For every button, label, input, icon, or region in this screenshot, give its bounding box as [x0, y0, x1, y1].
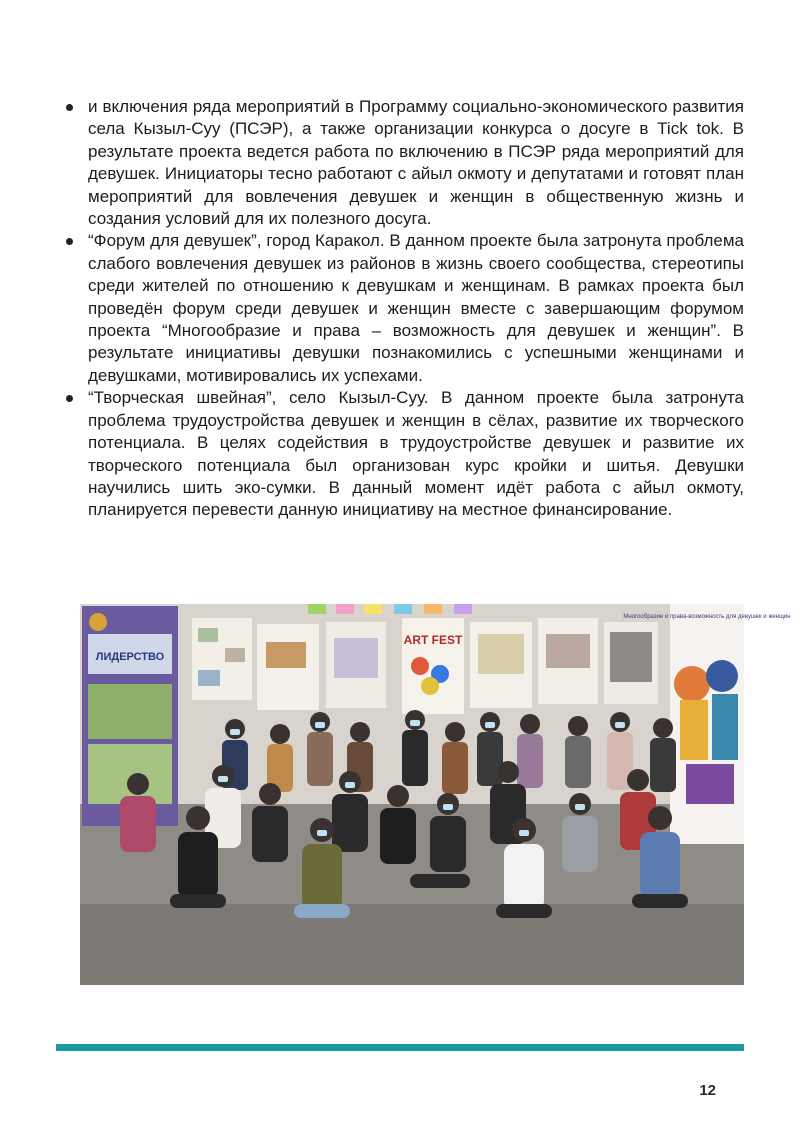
left-banner-heading: ЛИДЕРСТВО [95, 651, 165, 663]
bullet-icon [66, 104, 73, 111]
paragraph-text: “Творческая швейная”, село Кызыл-Суу. В данном проекте была затронута проблема трудоустройства девушек и женщин в сёлах, развитие их творческого потенциала. В целях содействия в трудоустройстве девушек и развитие их творческого потенциала был организован курс кройки и шитья. Девушки научились шить эко-сумки. В данный момент идёт работа с айыл окмоту, планируется перевести данную инициативу на местное финансирование. [88, 388, 744, 520]
wall-posters [192, 618, 658, 714]
list-item [62, 387, 744, 521]
left-banner [82, 606, 178, 826]
right-banner-text: Многообразие и права-возможность для девушек и женщин [623, 614, 791, 620]
list-item [62, 230, 744, 387]
group-photo [80, 604, 791, 985]
paragraph-text: “Форум для девушек”, город Каракол. В данном проекте была затронута проблема слабого вовлечения девушек из районов в жизнь своего сообщества, стереотипы среди жителей по отношению к девушкам и женщинам. В рамках проекта был проведён форум среди девушек и женщин вместе с завершающим форумом проекта “Многообразие и права – возможность для девушек и женщин”. В результате инициативы девушки познакомились с успешными женщинами и девушками, мотивировались их успехами. [88, 231, 744, 385]
bullet-icon [66, 395, 73, 402]
bullet-list [62, 96, 744, 522]
list-item [62, 96, 744, 230]
poster-art-fest: ART FEST [403, 633, 463, 647]
bullet-icon [66, 238, 73, 245]
paragraph-text: и включения ряда мероприятий в Программу социально-экономического развития села Кызыл-Суу (ПСЭР), а также организации конкурса о досуге в Tick tok. В результате проекта ведется работа по включению в ПСЭР ряда мероприятий для девушек. Инициаторы тесно работают с айыл окмоту и депутатами и готовят план мероприятий для вовлечения девушек и женщин в общественную жизнь и создания условий для их полезного досуга. [88, 97, 744, 229]
page-number: 12 [699, 1082, 716, 1099]
footer-accent-bar [56, 1044, 744, 1051]
